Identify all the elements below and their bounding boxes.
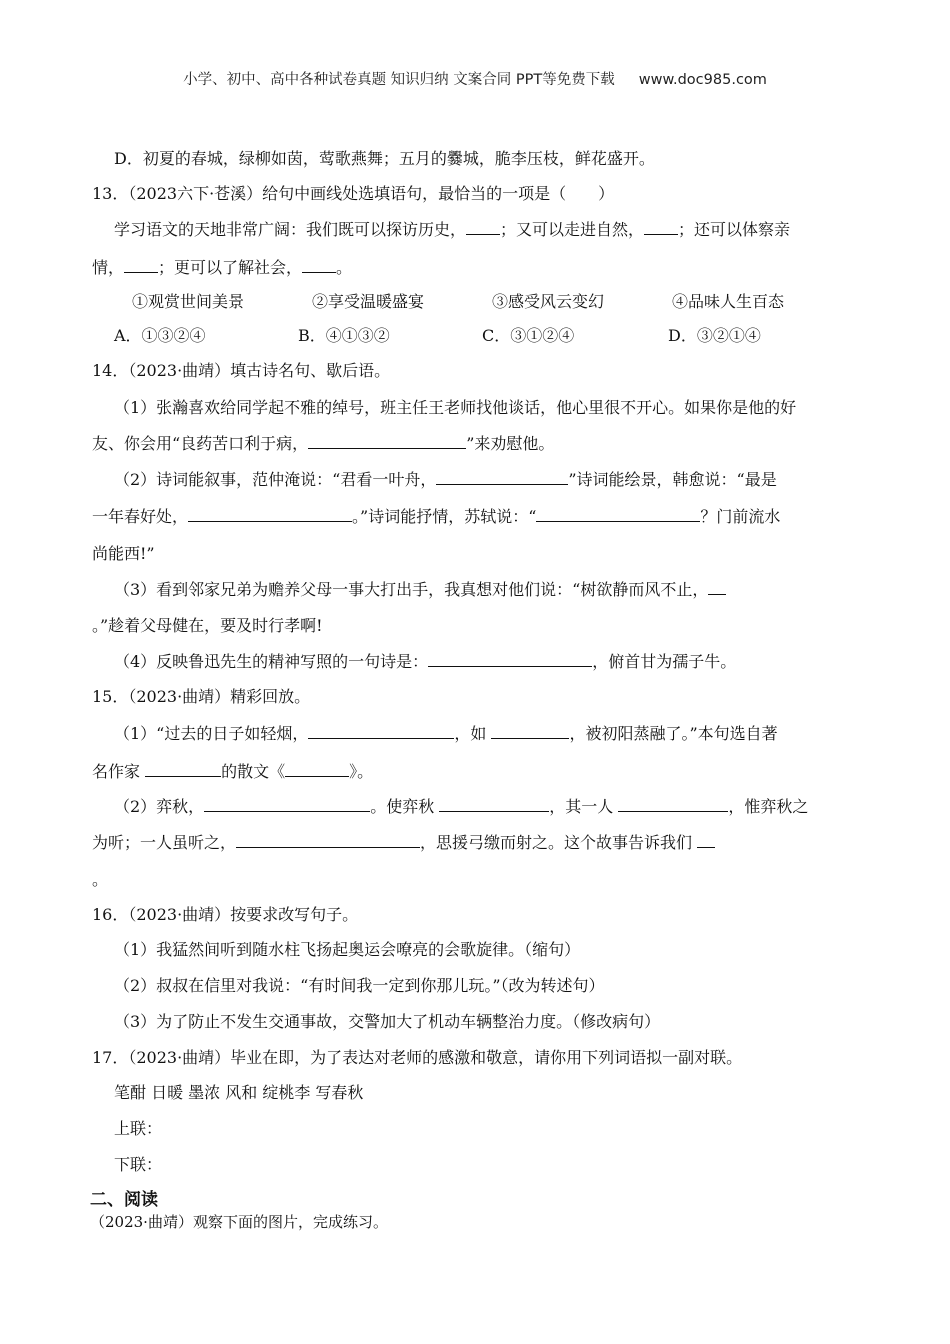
q14-s3-line2: 。”趁着父母健在，要及时行孝啊!: [92, 616, 323, 635]
q15-blank-5[interactable]: [204, 797, 370, 812]
q15-blank-8[interactable]: [236, 833, 420, 848]
q13-passage-line2: 情， ；更可以了解社会， 。: [92, 258, 353, 277]
q16-s3: （3）为了防止不发生交通事故，交警加大了机动车辆整治力度。（修改病句）: [114, 1012, 661, 1031]
q14-blank-2[interactable]: [436, 470, 568, 485]
q15-s2-line1: （2）弈秋， 。使弈秋 ，其一人 ，惟弈秋之: [114, 797, 809, 816]
q15-blank-7[interactable]: [618, 797, 728, 812]
q16-stem: 16．（2023·曲靖）按要求改写句子。: [92, 905, 359, 924]
header-text: 小学、初中、高中各种试卷真题 知识归纳 文案合同 PPT等免费下载: [183, 72, 615, 88]
q14-blank-1[interactable]: [308, 434, 466, 449]
q12-option-d: D．初夏的春城，绿柳如茵，莺歌燕舞；五月的爨城，脆李压枝，鲜花盛开。: [114, 149, 655, 168]
q13-blank-4[interactable]: [302, 258, 336, 273]
q14-s4: （4）反映鲁迅先生的精神写照的一句诗是： ，俯首甘为孺子牛。: [114, 652, 737, 671]
q15-stem: 15．（2023·曲靖）精彩回放。: [92, 687, 311, 706]
q16-s2: （2）叔叔在信里对我说：“有时间我一定到你那儿玩。”（改为转述句）: [114, 976, 605, 995]
q15-blank-4[interactable]: [285, 762, 349, 777]
q17-lower[interactable]: 下联：: [114, 1155, 163, 1174]
section-intro: （2023·曲靖）观察下面的图片，完成练习。: [90, 1213, 388, 1231]
q13-item-3: ③感受风云变幻: [492, 292, 605, 311]
q13-item-2: ②享受温暖盛宴: [312, 292, 425, 311]
q13-blank-2[interactable]: [644, 220, 678, 235]
q15-blank-2[interactable]: [491, 724, 569, 739]
q15-blank-9[interactable]: [697, 833, 715, 848]
q13-option-c[interactable]: C．③①②④: [482, 326, 575, 345]
q14-blank-6[interactable]: [428, 652, 592, 667]
q16-s1: （1）我猛然间听到随水柱飞扬起奥运会嘹亮的会歌旋律。（缩句）: [114, 940, 581, 959]
q14-s2-line2: 一年春好处， 。”诗词能抒情，苏轼说：“ ？门前流水: [92, 507, 781, 526]
q15-blank-6[interactable]: [439, 797, 549, 812]
page-header: [0, 68, 950, 89]
q14-s3-line1: （3）看到邻家兄弟为赡养父母一事大打出手，我真想对他们说：“树欲静而风不止，: [114, 577, 726, 600]
q14-blank-3[interactable]: [188, 507, 352, 522]
q13-option-d[interactable]: D．③②①④: [668, 326, 761, 345]
q15-s2-line3: 。: [92, 870, 109, 889]
q14-blank-4[interactable]: [536, 507, 700, 522]
q15-blank-1[interactable]: [308, 724, 454, 739]
q13-passage-line1: 学习语文的天地非常广阔：我们既可以探访历史， ；又可以走进自然， ；还可以体察亲: [114, 220, 791, 239]
q14-stem: 14．（2023·曲靖）填古诗名句、歇后语。: [92, 361, 391, 380]
q17-upper[interactable]: 上联：: [114, 1119, 163, 1138]
q15-s1-line1: （1）“过去的日子如轻烟， ，如 ，被初阳蒸融了。”本句选自著: [114, 724, 778, 743]
q14-s1-line2: 友、你会用“良药苦口利于病， ”来劝慰他。: [92, 434, 555, 453]
q15-s2-line2: 为听；一人虽听之， ，思援弓缴而射之。这个故事告诉我们: [92, 830, 715, 853]
q13-options[interactable]: [114, 323, 761, 346]
q13-items: [132, 289, 784, 312]
q14-blank-5[interactable]: [708, 580, 726, 595]
section-title: 二、阅读: [90, 1190, 158, 1210]
q15-s1-line2: 名作家 的散文《 》。: [92, 762, 374, 781]
q14-s2-line3: 尚能西!”: [92, 544, 155, 563]
q17-words: 笔酣 日暖 墨浓 风和 绽桃李 写春秋: [114, 1083, 364, 1102]
q13-stem: 13．（2023六下·苍溪）给句中画线处选填语句，最恰当的一项是（ ）: [92, 184, 615, 203]
q14-s2-line1: （2）诗词能叙事，范仲淹说：“君看一叶舟， ”诗词能绘景，韩愈说：“最是: [114, 470, 777, 489]
header-site: www.doc985.com: [638, 72, 767, 88]
q13-blank-3[interactable]: [124, 258, 158, 273]
q13-item-4: ④品味人生百态: [672, 292, 785, 311]
q17-stem: 17．（2023·曲靖）毕业在即，为了表达对老师的感激和敬意，请你用下列词语拟一副对联。: [92, 1048, 743, 1067]
q13-item-1: ①观赏世间美景: [132, 292, 245, 311]
q14-s1-line1: （1）张瀚喜欢给同学起不雅的绰号，班主任王老师找他谈话，他心里很不开心。如果你是他的好: [114, 398, 797, 417]
q13-option-a[interactable]: A．①③②④: [114, 326, 206, 345]
q13-blank-1[interactable]: [466, 220, 500, 235]
q13-option-b[interactable]: B．④①③②: [298, 326, 390, 345]
q15-blank-3[interactable]: [145, 762, 221, 777]
